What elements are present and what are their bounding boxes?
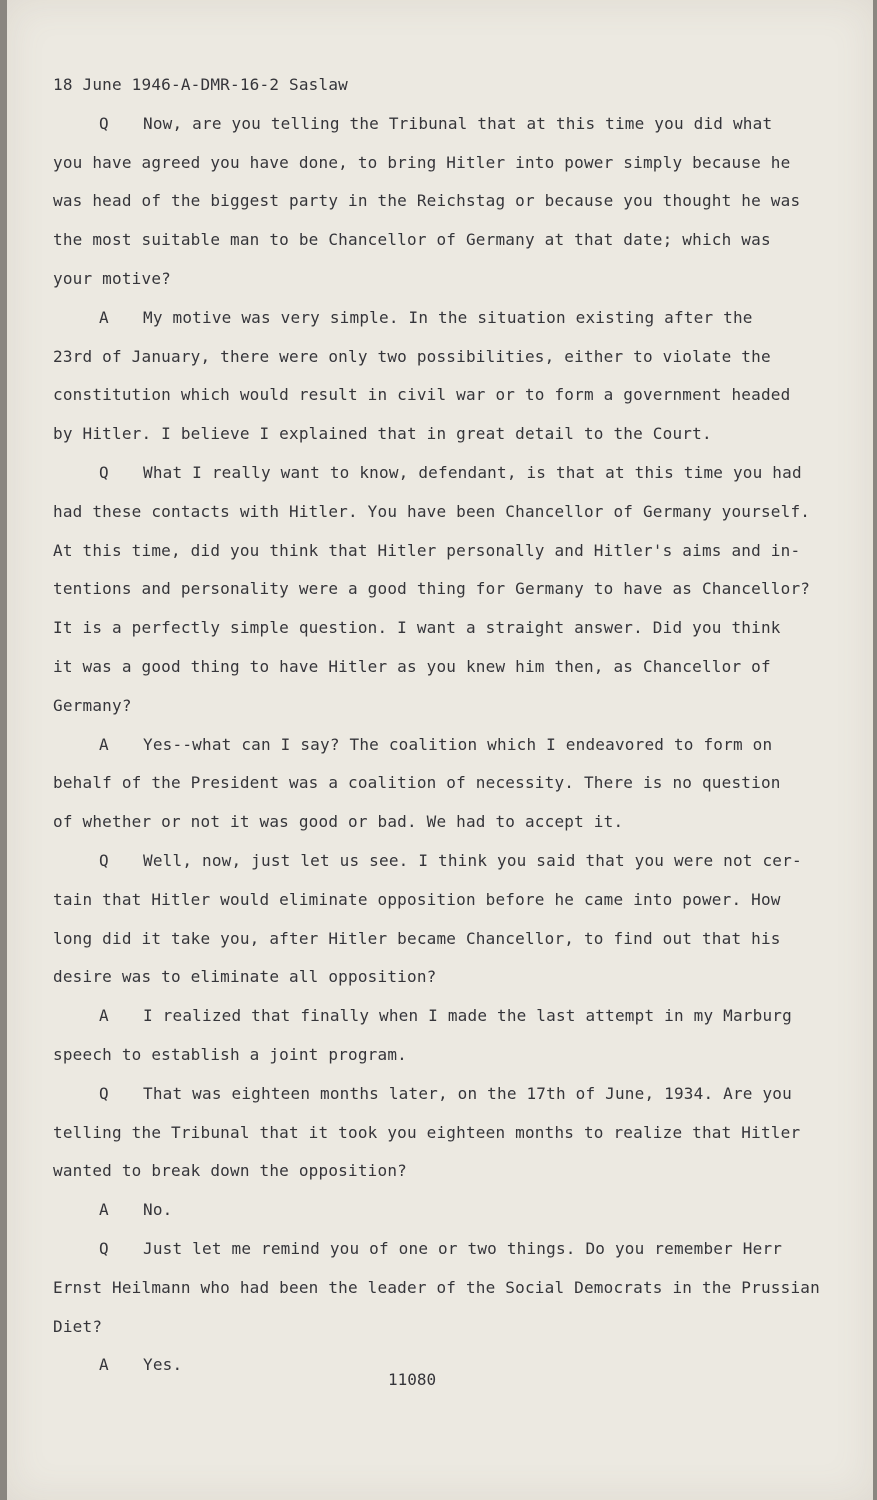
transcript-line xyxy=(53,182,813,221)
transcript-line xyxy=(53,144,813,183)
transcript-line xyxy=(53,726,813,765)
line-text: It is a perfectly simple question. I want a straight answer. Did you think xyxy=(53,618,781,638)
line-text: tentions and personality were a good thing for Germany to have as Chancellor? xyxy=(53,579,811,599)
transcript-line xyxy=(53,570,813,609)
line-text: of whether or not it was good or bad. We had to accept it. xyxy=(53,812,624,832)
transcript-line xyxy=(53,920,813,959)
line-text: desire was to eliminate all opposition? xyxy=(53,967,437,987)
transcript-line xyxy=(53,997,813,1036)
transcript-line xyxy=(53,1308,813,1347)
line-text: behalf of the President was a coalition of necessity. There is no question xyxy=(53,773,781,793)
transcript-line xyxy=(53,1075,813,1114)
line-text: Germany? xyxy=(53,695,132,715)
line-text: Well, now, just let us see. I think you said that you were not cer- xyxy=(143,850,802,870)
line-text: My motive was very simple. In the situation existing after the xyxy=(143,307,753,327)
line-text: long did it take you, after Hitler became Chancellor, to find out that his xyxy=(53,928,781,948)
transcript-line xyxy=(53,609,813,648)
speaker-label: Q xyxy=(99,850,109,870)
transcript-line xyxy=(53,1114,813,1153)
speaker-label: Q xyxy=(99,1238,109,1258)
line-text: wanted to break down the opposition? xyxy=(53,1161,407,1181)
transcript-line xyxy=(53,1152,813,1191)
line-text: it was a good thing to have Hitler as you knew him then, as Chancellor of xyxy=(53,656,771,676)
line-text: your motive? xyxy=(53,268,171,288)
line-text: by Hitler. I believe I explained that in great detail to the Court. xyxy=(53,424,712,444)
line-text: At this time, did you think that Hitler personally and Hitler's aims and in- xyxy=(53,540,801,560)
line-text: had these contacts with Hitler. You have been Chancellor of Germany yourself. xyxy=(53,501,811,521)
transcript-line xyxy=(53,958,813,997)
line-text: Yes--what can I say? The coalition which I endeavored to form on xyxy=(143,734,773,754)
line-text: Now, are you telling the Tribunal that at this time you did what xyxy=(143,113,773,133)
line-text: constitution which would result in civil war or to form a government headed xyxy=(53,385,791,405)
line-text: No. xyxy=(143,1200,173,1220)
transcript-line xyxy=(53,493,813,532)
line-text: Diet? xyxy=(53,1316,103,1336)
speaker-label: A xyxy=(99,1355,109,1375)
transcript-line xyxy=(53,415,813,454)
transcript-line xyxy=(53,376,813,415)
transcript-line xyxy=(53,1269,820,1308)
speaker-label: A xyxy=(99,734,109,754)
transcript-line xyxy=(53,687,813,726)
line-text: Yes. xyxy=(143,1355,183,1375)
transcript-line xyxy=(53,532,813,571)
page-number: 11080 xyxy=(388,1370,437,1389)
line-text: speech to establish a joint program. xyxy=(53,1044,407,1064)
transcript-line xyxy=(53,764,813,803)
line-text: the most suitable man to be Chancellor of Germany at that date; which was xyxy=(53,230,771,250)
speaker-label: Q xyxy=(99,462,109,482)
line-text: I realized that finally when I made the last attempt in my Marburg xyxy=(143,1006,792,1026)
speaker-label: A xyxy=(99,307,109,327)
transcript-line xyxy=(53,803,813,842)
line-text: 23rd of January, there were only two possibilities, either to violate the xyxy=(53,346,771,366)
transcript-line xyxy=(53,1036,813,1075)
line-text: That was eighteen months later, on the 17th of June, 1934. Are you xyxy=(143,1083,792,1103)
line-text: What I really want to know, defendant, is that at this time you had xyxy=(143,462,802,482)
transcript-line xyxy=(53,105,813,144)
speaker-label: Q xyxy=(99,113,109,133)
transcript-body xyxy=(53,66,820,1385)
transcript-lines xyxy=(53,105,820,1385)
line-text: was head of the biggest party in the Reichstag or because you thought he was xyxy=(53,191,801,211)
transcript-line xyxy=(53,1191,813,1230)
transcript-line xyxy=(53,299,813,338)
transcript-line xyxy=(53,260,813,299)
transcript-line xyxy=(53,648,813,687)
transcript-line xyxy=(53,454,813,493)
transcript-line xyxy=(53,881,813,920)
document-page xyxy=(7,0,873,1500)
line-text: Ernst Heilmann who had been the leader of the Social Democrats in the Prussian xyxy=(53,1277,820,1297)
speaker-label: Q xyxy=(99,1083,109,1103)
transcript-line xyxy=(53,221,813,260)
transcript-line xyxy=(53,1230,813,1269)
speaker-label: A xyxy=(99,1200,109,1220)
page-header: 18 June 1946-A-DMR-16-2 Saslaw xyxy=(53,75,348,94)
speaker-label: A xyxy=(99,1006,109,1026)
line-text: tain that Hitler would eliminate opposition before he came into power. How xyxy=(53,889,781,909)
line-text: telling the Tribunal that it took you eighteen months to realize that Hitler xyxy=(53,1122,801,1142)
transcript-line xyxy=(53,338,813,377)
line-text: you have agreed you have done, to bring Hitler into power simply because he xyxy=(53,152,791,172)
line-text: Just let me remind you of one or two things. Do you remember Herr xyxy=(143,1238,783,1258)
transcript-line xyxy=(53,842,813,881)
